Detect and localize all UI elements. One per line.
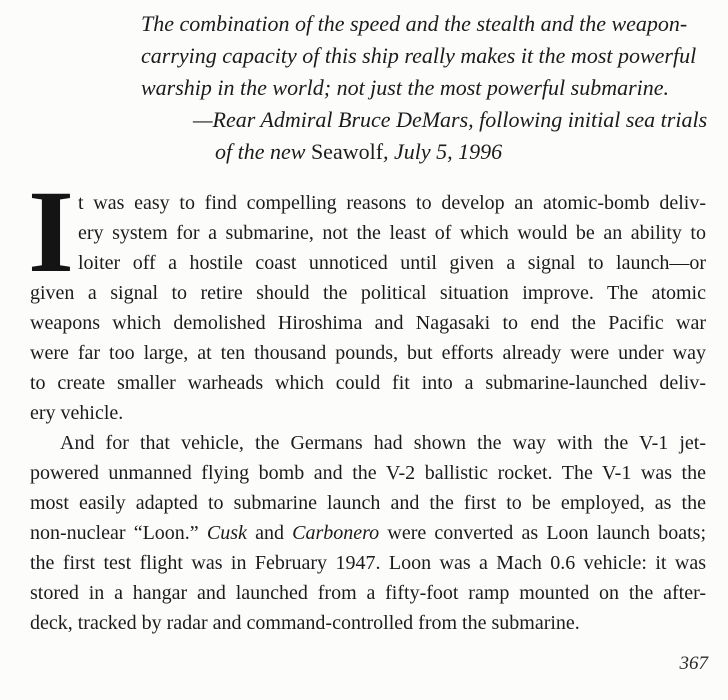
text-line: weapons which demolished Hiroshima and Nagasaki to end the Pacific war — [30, 312, 706, 334]
text-line: deck, tracked by radar and command-controlled from the submarine. — [30, 612, 580, 634]
text-line: And for that vehicle, the Germans had shown the way with the V-1 jet- — [60, 432, 706, 454]
text-line: loiter off a hostile coast unnoticed until given a signal to launch—or — [78, 252, 706, 274]
text-line: powered unmanned flying bomb and the V-2 ballistic rocket. The V-1 was the — [30, 462, 706, 484]
drop-cap: I — [28, 166, 74, 297]
paragraph-1 — [28, 166, 706, 428]
text-line: most easily adapted to submarine launch and the first to be employed, as the — [30, 492, 706, 514]
paragraph-2 — [30, 428, 706, 638]
ship-name-cusk: Cusk — [206, 522, 247, 544]
text-line: given a signal to retire should the political situation improve. The atomic — [30, 282, 706, 304]
body-text — [28, 166, 706, 638]
text-segment: were converted as Loon launch boats; — [379, 522, 706, 544]
epigraph — [141, 8, 719, 168]
text-line: ery system for a submarine, not the least of which would be an ability to — [78, 222, 706, 244]
text-line: stored in a hangar and launched from a fifty-foot ramp mounted on the after- — [30, 582, 706, 604]
attribution-text: of the new — [215, 139, 311, 164]
text-segment: and — [246, 522, 293, 544]
ship-name-seawolf: Seawolf — [310, 139, 384, 164]
page-number: 367 — [679, 653, 708, 674]
text-line: the first test flight was in February 1947. Loon was a Mach 0.6 vehicle: it was — [30, 552, 706, 574]
text-line: t was easy to find compelling reasons to develop an atomic-bomb deliv- — [78, 192, 706, 214]
epigraph-attribution: —Rear Admiral Bruce DeMars, following initial sea trials — [193, 107, 708, 132]
attribution-text: , July 5, 1996 — [383, 139, 503, 164]
epigraph-attribution-continued — [141, 136, 719, 168]
text-segment: non-nuclear “Loon.” — [30, 522, 207, 544]
ship-name-carbonero: Carbonero — [292, 522, 380, 544]
epigraph-quote-line: carrying capacity of this ship really makes it the most powerful — [141, 43, 697, 68]
epigraph-quote-line: The combination of the speed and the stealth and the weapon- — [141, 11, 688, 36]
text-line: to create smaller warheads which could fit into a submarine-launched deliv- — [30, 372, 706, 394]
text-line: ery vehicle. — [30, 402, 124, 424]
text-line: were far too large, at ten thousand pounds, but efforts already were under way — [30, 342, 706, 364]
epigraph-quote-line: warship in the world; not just the most powerful submarine. — [141, 75, 670, 100]
text-line — [30, 518, 706, 548]
